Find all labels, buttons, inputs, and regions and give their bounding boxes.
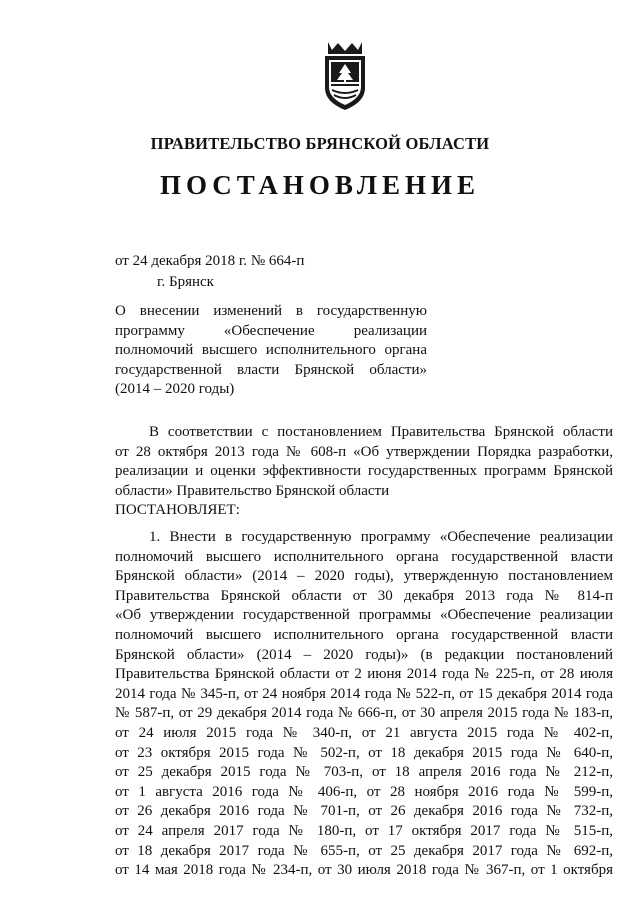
subject-line: О внесении изменений в государственную bbox=[115, 303, 427, 319]
subject-line: (2014 – 2020 годы) bbox=[115, 381, 235, 397]
preamble-line: от 28 октября 2013 года № 608-п «Об утверждении Порядка разработки, bbox=[115, 443, 613, 460]
preamble-line: реализации и оценки эффективности государственных программ Брянской bbox=[115, 463, 613, 480]
preamble-line: области» Правительство Брянской области bbox=[115, 482, 390, 499]
item-line: от 18 декабря 2017 года № 655-п, от 25 декабря 2017 года № 692-п, bbox=[115, 842, 613, 859]
item-line: полномочий высшего исполнительного органа государственной власти bbox=[115, 548, 613, 565]
coat-of-arms-icon bbox=[320, 38, 370, 112]
item-line: от 25 декабря 2015 года № 703-п, от 18 апреля 2016 года № 212-п, bbox=[115, 764, 613, 781]
decree-word: ПОСТАНОВЛЯЕТ: bbox=[115, 502, 240, 519]
item-line: от 26 декабря 2016 года № 701-п, от 26 декабря 2016 года № 732-п, bbox=[115, 803, 613, 820]
item-line: полномочий высшего исполнительного органа государственной власти bbox=[115, 626, 613, 643]
item-line: Правительства Брянской области от 30 декабря 2013 года № 814-п bbox=[115, 587, 613, 604]
document-city: г. Брянск bbox=[157, 274, 214, 290]
item-line: «Об утверждении государственной программы «Обеспечение реализации bbox=[115, 607, 613, 624]
preamble-line: В соответствии с постановлением Правительства Брянской области bbox=[149, 424, 613, 440]
government-title: ПРАВИТЕЛЬСТВО БРЯНСКОЙ ОБЛАСТИ bbox=[150, 134, 490, 153]
item-line: от 23 октября 2015 года № 502-п, от 18 декабря 2015 года № 640-п, bbox=[115, 744, 613, 761]
item-line: 2014 года № 345-п, от 24 ноября 2014 года № 522-п, от 15 декабря 2014 года bbox=[115, 685, 613, 702]
preamble-paragraph bbox=[115, 423, 613, 521]
item-line: от 1 августа 2016 года № 406-п, от 28 ноября 2016 года № 599-п, bbox=[115, 783, 613, 800]
document-type: ПОСТАНОВЛЕНИЕ bbox=[159, 170, 481, 200]
item-line: Брянской области» (2014 – 2020 годы), утвержденную постановлением bbox=[115, 568, 613, 585]
subject-line: государственной власти Брянской области» bbox=[115, 361, 427, 378]
item-1-paragraph bbox=[115, 528, 613, 881]
document-subject bbox=[115, 302, 427, 400]
item-line: от 24 апреля 2017 года № 180-п, от 17 октября 2017 года № 515-п, bbox=[115, 822, 613, 839]
item-line: Правительства Брянской области от 2 июня 2014 года № 225-п, от 28 июля bbox=[115, 666, 613, 683]
item-line: от 14 мая 2018 года № 234-п, от 30 июля 2018 года № 367-п, от 1 октября bbox=[115, 862, 613, 879]
document-date-number: от 24 декабря 2018 г. № 664-п bbox=[115, 253, 305, 269]
subject-line: программу «Обеспечение реализации bbox=[115, 322, 427, 339]
subject-line: полномочий высшего исполнительного органа bbox=[115, 342, 427, 358]
item-line: 1. Внести в государственную программу «Обеспечение реализации bbox=[149, 529, 613, 545]
item-line: Брянской области» (2014 – 2020 годы)» (в редакции постановлений bbox=[115, 646, 613, 663]
item-line: от 24 июля 2015 года № 340-п, от 21 августа 2015 года № 402-п, bbox=[115, 724, 613, 741]
item-line: № 587-п, от 29 декабря 2014 года № 666-п, от 30 апреля 2015 года № 183-п, bbox=[115, 705, 613, 722]
